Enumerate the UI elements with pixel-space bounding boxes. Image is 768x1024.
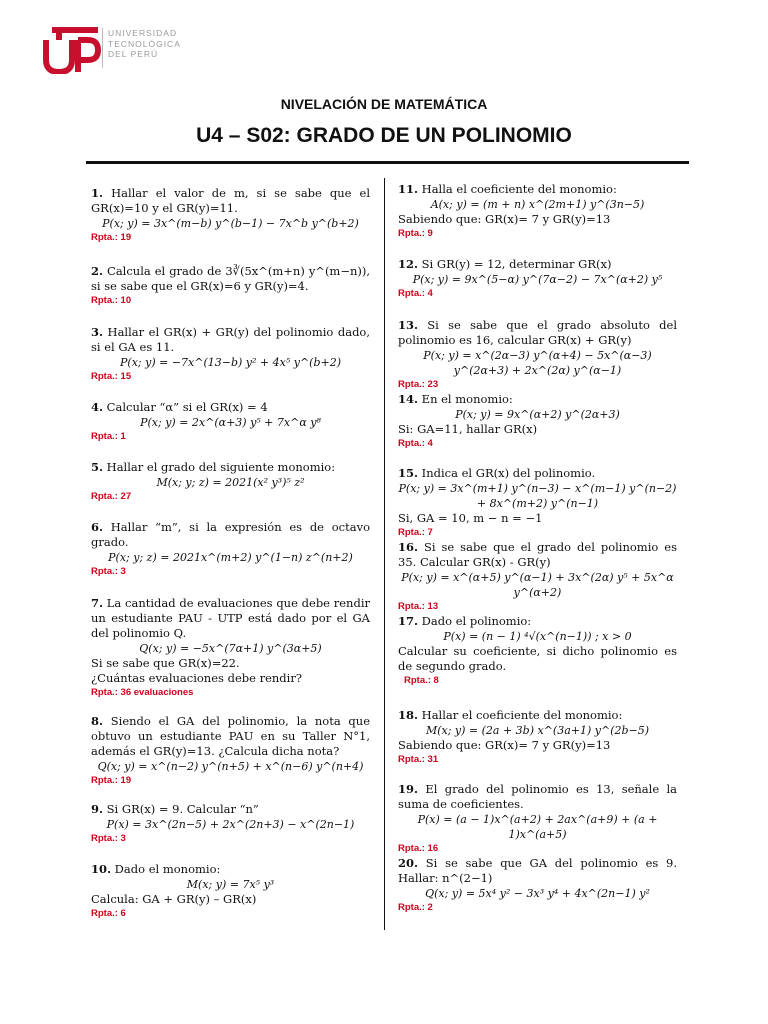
problem-13: [398, 318, 677, 391]
answer: Rpta.: 19: [91, 775, 132, 786]
problem-extra: Si: GA=11, hallar GR(x): [398, 422, 538, 436]
problem-extra: Calcula: GA + GR(y) – GR(x): [91, 892, 257, 906]
answer: Rpta.: 7: [398, 527, 433, 538]
problem-number: 14.: [398, 392, 419, 406]
problem-text: Indica el GR(x) del polinomio.: [421, 466, 596, 480]
problem-formula: P(x; y) = x^(2α−3) y^(α+4) − 5x^(α−3) y^(2α+3) + 2x^(2α) y^(α−1): [423, 349, 652, 377]
problem-number: 7.: [91, 596, 104, 610]
problem-extra: Sabiendo que: GR(x)= 7 y GR(y)=13: [398, 212, 611, 226]
problem-number: 11.: [398, 182, 419, 196]
university-name: [108, 28, 181, 60]
problem-6: [91, 520, 370, 578]
answer: Rpta.: 8: [404, 675, 439, 686]
problem-number: 9.: [91, 802, 104, 816]
problem-extra: ¿Cuántas evaluaciones debe rendir?: [91, 671, 302, 685]
problem-text: Si se sabe que GA del polinomio es 9. Hallar: n^(2−1): [398, 856, 678, 885]
answer: Rpta.: 4: [398, 438, 433, 449]
problem-formula: A(x; y) = (m + n) x^(2m+1) y^(3n−5): [430, 198, 645, 211]
problem-18: [398, 708, 677, 766]
problem-number: 3.: [91, 325, 104, 339]
university-name-line: UNIVERSIDAD: [108, 28, 178, 38]
problem-number: 20.: [398, 856, 419, 870]
problem-number: 5.: [91, 460, 104, 474]
problem-12: [398, 257, 677, 300]
problem-formula: M(x; y) = 7x⁵ y³: [186, 878, 275, 891]
problem-number: 15.: [398, 466, 419, 480]
problem-number: 18.: [398, 708, 419, 722]
problem-text: Dado el polinomio:: [421, 614, 532, 628]
column-divider: [384, 178, 385, 930]
problem-text: Siendo el GA del polinomio, la nota que obtuvo un estudiante PAU en su Taller N°1, además el GR(y)=13. ¿Calcula dicha nota?: [91, 714, 371, 758]
problem-formula: P(x) = (a − 1)x^(a+2) + 2ax^(a+9) + (a + 1)x^(a+5): [417, 813, 658, 841]
answer: Rpta.: 10: [91, 295, 132, 306]
answer: Rpta.: 9: [398, 228, 433, 239]
answer: Rpta.: 13: [398, 601, 439, 612]
problem-2: [91, 264, 370, 307]
answer: Rpta.: 15: [91, 371, 132, 382]
problem-text: Si se sabe que el grado absoluto del polinomio es 16, calcular GR(x) + GR(y): [398, 318, 677, 347]
problem-text: Si GR(x) = 9. Calcular “n”: [106, 802, 259, 816]
problem-number: 2.: [91, 264, 104, 278]
problem-17: [398, 614, 677, 687]
problem-formula: P(x; y) = 3x^(m−b) y^(b−1) − 7x^b y^(b+2): [102, 217, 359, 230]
problem-number: 17.: [398, 614, 419, 628]
title-rule: [86, 161, 689, 164]
problem-text: Hallar el coeficiente del monomio:: [421, 708, 623, 722]
problem-number: 1.: [91, 186, 104, 200]
problem-formula: Q(x; y) = −5x^(7α+1) y^(3α+5): [139, 642, 322, 655]
problem-text: Hallar el grado del siguiente monomio:: [106, 460, 336, 474]
problem-text: Si se sabe que el grado del polinomio es 35. Calcular GR(x) - GR(y): [398, 540, 677, 569]
problem-extra: Si se sabe que GR(x)=22.: [91, 656, 240, 670]
problem-text: El grado del polinomio es 13, señale la suma de coeficientes.: [398, 782, 678, 811]
problem-formula: P(x; y) = 3x^(m+1) y^(n−3) − x^(m−1) y^(n−2) + 8x^(m+2) y^(n−1): [398, 482, 677, 510]
problem-formula: P(x; y) = x^(α+5) y^(α−1) + 3x^(2α) y⁵ + 5x^α y^(α+2): [401, 571, 674, 599]
problem-formula: P(x; y) = 9x^(α+2) y^(2α+3): [455, 408, 620, 421]
course-subtitle: NIVELACIÓN DE MATEMÁTICA: [280, 96, 488, 112]
problem-number: 13.: [398, 318, 419, 332]
problem-text: Calcular “α” si el GR(x) = 4: [106, 400, 268, 414]
problem-19: [398, 782, 677, 855]
problem-7: [91, 596, 370, 699]
answer: Rpta.: 16: [398, 843, 439, 854]
problem-formula: P(x) = (n − 1) ⁴√(x^(n−1)) ; x > 0: [443, 630, 632, 643]
answer: Rpta.: 1: [91, 431, 126, 442]
answer: Rpta.: 19: [91, 232, 132, 243]
problem-4: [91, 400, 370, 443]
problem-8: [91, 714, 370, 787]
problem-extra: Calcular su coeficiente, si dicho polinomio es de segundo grado.: [398, 644, 677, 673]
problem-formula: Q(x; y) = x^(n−2) y^(n+5) + x^(n−6) y^(n+4): [97, 760, 364, 773]
problem-20: [398, 856, 677, 914]
problem-text: Hallar “m”, si la expresión es de octavo grado.: [91, 520, 370, 549]
problem-number: 8.: [91, 714, 104, 728]
answer: Rpta.: 27: [91, 491, 132, 502]
problem-5: [91, 460, 370, 503]
problem-3: [91, 325, 370, 383]
problem-number: 4.: [91, 400, 104, 414]
page-title: U4 – S02: GRADO DE UN POLINOMIO: [196, 124, 572, 147]
problem-formula: Q(x; y) = 5x⁴ y² − 3x³ y⁴ + 4x^(2n−1) y²: [425, 887, 650, 900]
problem-text: Hallar el valor de m, si se sabe que el GR(x)=10 y el GR(y)=11.: [91, 186, 370, 215]
answer: Rpta.: 2: [398, 902, 433, 913]
logo-separator: [102, 28, 103, 68]
problem-formula: P(x; y; z) = 2021x^(m+2) y^(1−n) z^(n+2): [108, 551, 353, 564]
problem-text: La cantidad de evaluaciones que debe rendir un estudiante PAU - UTP está dado por el GA del polinomio Q.: [91, 596, 370, 640]
problem-formula: M(x; y) = (2a + 3b) x^(3a+1) y^(2b−5): [425, 724, 650, 737]
problem-1: [91, 186, 370, 244]
answer: Rpta.: 31: [398, 754, 439, 765]
problem-text: Si GR(y) = 12, determinar GR(x): [421, 257, 612, 271]
problem-number: 6.: [91, 520, 104, 534]
problem-text: Calcula el grado de 3∛(5x^(m+n) y^(m−n)), si se sabe que el GR(x)=6 y GR(y)=4.: [91, 264, 371, 293]
answer: Rpta.: 6: [91, 908, 126, 919]
problem-formula: P(x; y) = −7x^(13−b) y² + 4x⁵ y^(b+2): [120, 356, 341, 369]
answer: Rpta.: 4: [398, 288, 433, 299]
problem-formula: P(x) = 3x^(2n−5) + 2x^(2n+3) − x^(2n−1): [106, 818, 355, 831]
problem-9: [91, 802, 370, 845]
problem-14: [398, 392, 677, 450]
answer: Rpta.: 3: [91, 833, 126, 844]
problem-10: [91, 862, 370, 920]
problem-number: 19.: [398, 782, 419, 796]
answer: Rpta.: 3: [91, 566, 126, 577]
problem-15: [398, 466, 677, 539]
answer: Rpta.: 36 evaluaciones: [91, 687, 194, 698]
problem-formula: P(x; y) = 2x^(α+3) y⁵ + 7x^α y⁸: [140, 416, 321, 429]
problem-extra: Si, GA = 10, m − n = −1: [398, 511, 543, 525]
problem-text: Hallar el GR(x) + GR(y) del polinomio dado, si el GA es 11.: [91, 325, 371, 354]
problem-formula: M(x; y; z) = 2021(x² y³)⁵ z²: [156, 476, 305, 489]
problem-text: Dado el monomio:: [114, 862, 221, 876]
problem-number: 10.: [91, 862, 112, 876]
university-name-line: TECNOLÓGICA: [108, 38, 181, 49]
university-name-line: DEL PERÚ: [108, 49, 159, 59]
problem-11: [398, 182, 677, 240]
problem-extra: Sabiendo que: GR(x)= 7 y GR(y)=13: [398, 738, 611, 752]
problem-number: 12.: [398, 257, 419, 271]
problem-text: Halla el coeficiente del monomio:: [421, 182, 617, 196]
problem-text: En el monomio:: [421, 392, 513, 406]
problem-16: [398, 540, 677, 613]
answer: Rpta.: 23: [398, 379, 439, 390]
problem-number: 16.: [398, 540, 419, 554]
problem-formula: P(x; y) = 9x^(5−α) y^(7α−2) − 7x^(α+2) y⁵: [412, 273, 663, 286]
